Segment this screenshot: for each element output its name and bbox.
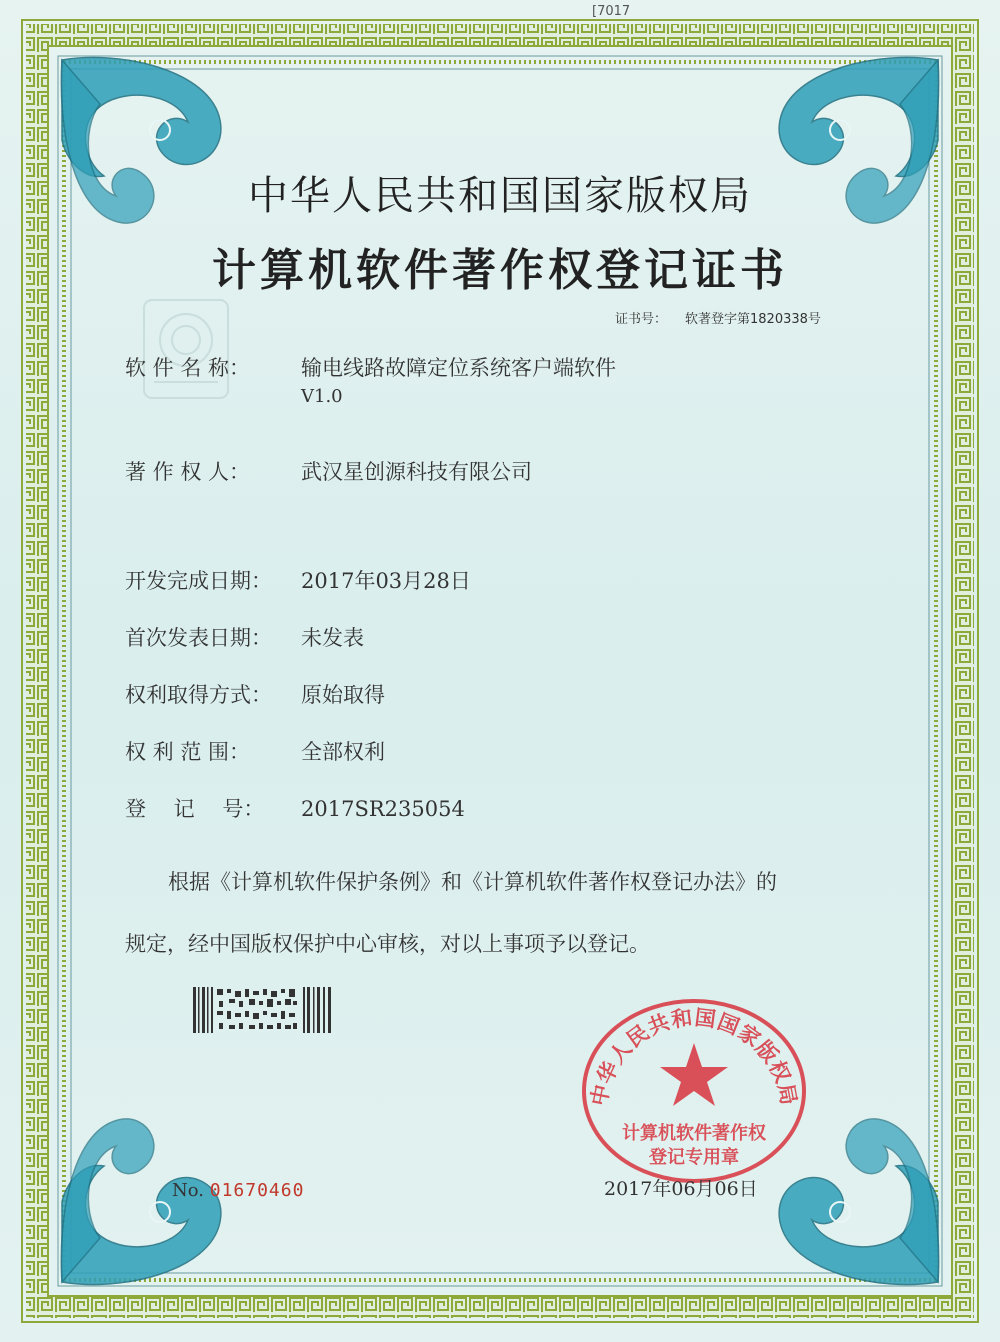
- certificate-title: 计算机软件著作权登记证书: [212, 245, 788, 296]
- barcode-qr: [193, 987, 331, 1033]
- field-owner: [125, 456, 532, 486]
- field-dev-date: [125, 565, 471, 595]
- registration-number-label: 登 记 号：: [125, 797, 265, 821]
- dev-date-label: 开发完成日期：: [125, 569, 272, 593]
- owner-value: 武汉星创源科技有限公司: [301, 460, 532, 484]
- serial-number: [172, 1180, 304, 1201]
- seal-ring-text: 中华人民共和国国家版权局: [586, 1005, 802, 1108]
- issuing-authority: 中华人民共和国国家版权局: [248, 173, 752, 219]
- dev-date-value: 2017年03月28日: [301, 569, 471, 593]
- official-seal: [578, 993, 810, 1183]
- certificate-number-value: 软著登字第1820338号: [685, 312, 821, 327]
- issue-date: 2017年06月06日: [604, 1178, 758, 1200]
- software-version: V1.0: [301, 386, 343, 407]
- seal-line-1: 计算机软件著作权: [622, 1123, 766, 1144]
- publish-date-label: 首次发表日期：: [125, 626, 272, 650]
- field-software-name: [125, 352, 616, 407]
- software-name-value: 输电线路故障定位系统客户端软件: [301, 356, 616, 380]
- statement-line-1: 根据《计算机软件保护条例》和《计算机软件著作权登记办法》的: [168, 870, 777, 894]
- field-registration-number: [125, 793, 465, 823]
- field-acquire-method: [125, 679, 385, 709]
- handwritten-mark: [7017: [592, 4, 631, 19]
- certificate-number: [615, 308, 821, 327]
- software-name-label: 软 件 名 称：: [125, 356, 251, 380]
- serial-prefix: No.: [172, 1180, 204, 1201]
- scope-label: 权 利 范 围：: [125, 740, 251, 764]
- field-publish-date: [125, 622, 364, 652]
- statement-line-2: 规定，经中国版权保护中心审核，对以上事项予以登记。: [125, 932, 650, 956]
- seal-line-2: 登记专用章: [649, 1147, 739, 1168]
- certificate-number-label: 证书号：: [615, 312, 668, 327]
- acquire-value: 原始取得: [301, 683, 385, 707]
- field-scope: [125, 736, 385, 766]
- acquire-label: 权利取得方式：: [125, 683, 272, 707]
- publish-date-value: 未发表: [301, 626, 364, 650]
- registration-number-value: 2017SR235054: [301, 797, 465, 821]
- serial-value: 01670460: [209, 1180, 305, 1201]
- owner-label: 著 作 权 人：: [125, 460, 251, 484]
- scope-value: 全部权利: [301, 740, 385, 764]
